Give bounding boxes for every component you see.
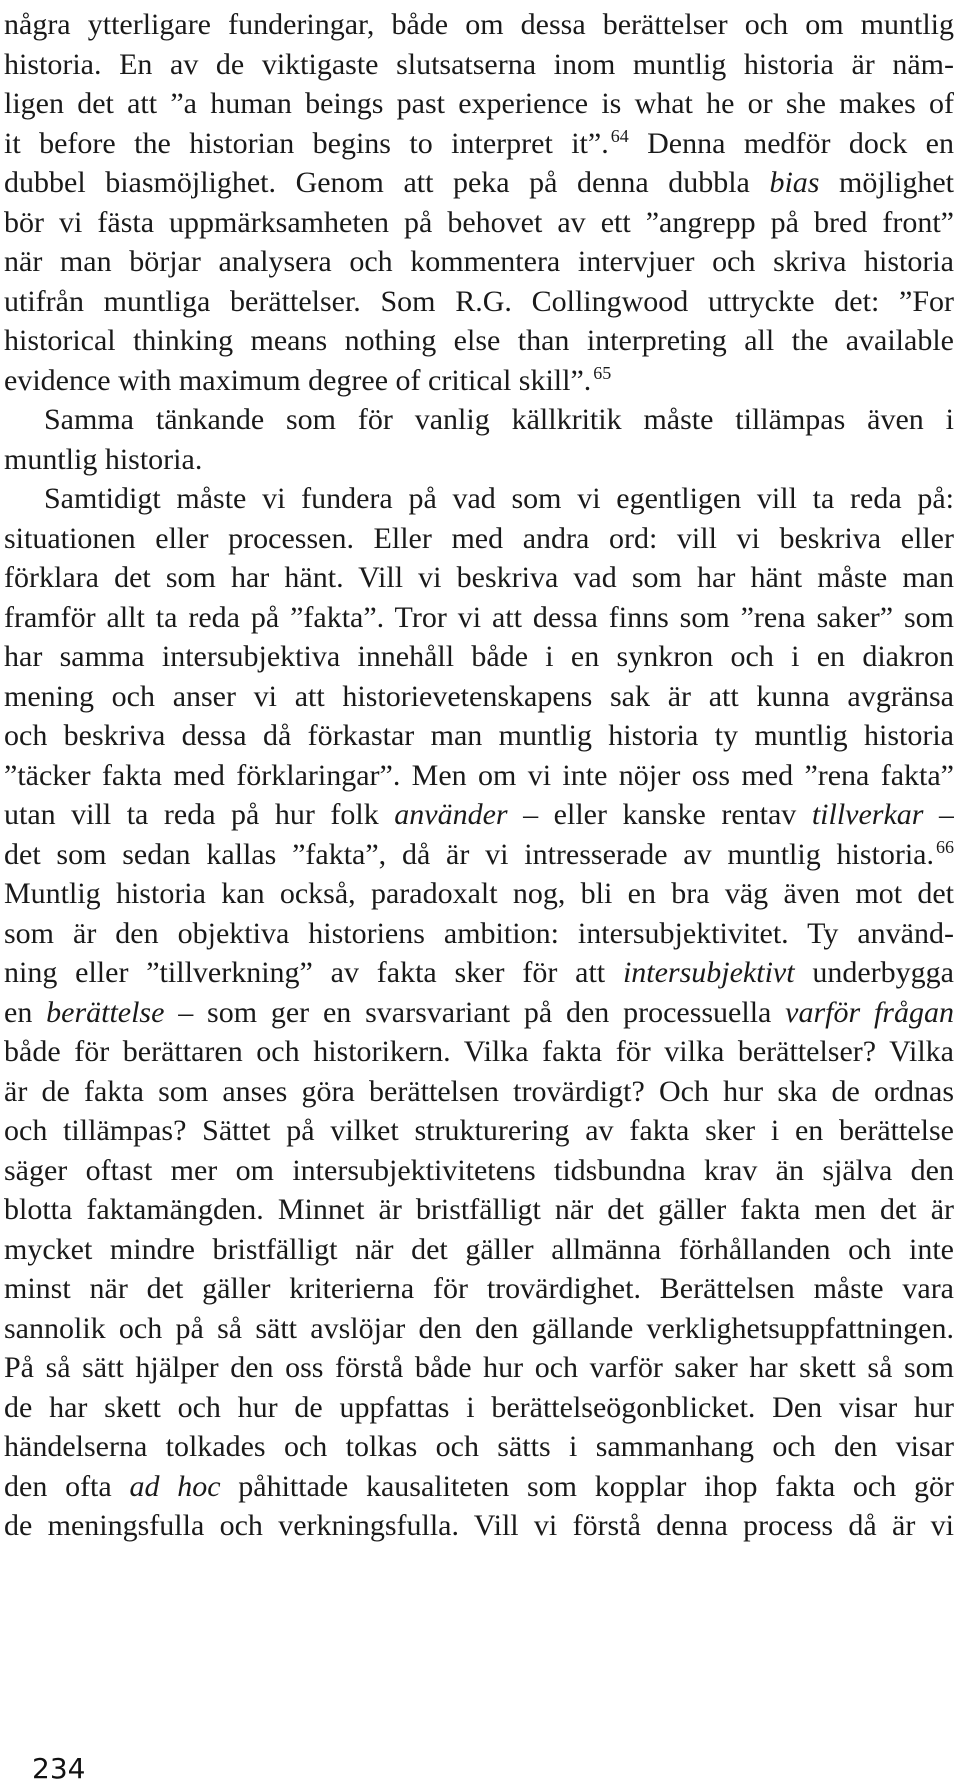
text-run: förklara det som har hänt. Vill vi beskriva vad som har hänt måste man [4, 561, 954, 594]
text-run: är de fakta som anses göra berättelsen trovärdigt? Och hur ska de ordnas [4, 1074, 954, 1108]
text-run: – som ger en svarsvariant på den processuella [164, 995, 786, 1029]
text-line [4, 360, 954, 402]
text-run: minst när det gäller kriterierna för trovärdighet. Berättelsen måste vara [4, 1272, 954, 1305]
text-line [4, 1308, 954, 1350]
text-run: och tillämpas? Sättet på vilket strukturering av fakta sker i en berättelse [4, 1114, 954, 1147]
text-run: it before the historian begins to interpret it”. [4, 126, 609, 160]
text-line [4, 281, 954, 323]
text-line [4, 1268, 954, 1310]
text-line [4, 1347, 954, 1389]
text-line [44, 399, 954, 441]
text-run: en [4, 995, 47, 1029]
text-run: underbygga [794, 956, 954, 989]
page-number: 234 [32, 1752, 86, 1785]
text-line [4, 1071, 954, 1113]
text-run: möjlighet [819, 166, 954, 199]
text-run: det som sedan kallas ”fakta”, då är vi intresserade av muntlig historia. [4, 837, 934, 871]
text-run: påhittade kausaliteten som kopplar ihop fakta och gör [220, 1469, 954, 1503]
text-line [4, 241, 954, 283]
text-run: utan vill ta reda på hur folk [4, 798, 395, 831]
text-line [4, 715, 954, 757]
text-line [4, 83, 954, 125]
text-line [4, 794, 954, 836]
text-run: ligen det att ”a human beings past experience is what he or she makes of [4, 87, 954, 120]
text-run: Samtidigt måste vi fundera på vad som vi egentligen vill ta reda på: [44, 482, 954, 515]
footnote-marker: 64 [610, 125, 629, 146]
text-line [4, 755, 954, 797]
italic-text: varför frågan [785, 995, 954, 1029]
text-run: situationen eller processen. Eller med andra ord: vill vi beskriva eller [4, 521, 954, 555]
text-line [4, 952, 954, 994]
italic-text: bias [769, 166, 820, 199]
italic-text: använder [394, 798, 508, 831]
text-run: har samma intersubjektiva innehåll både i en synkron och i en diakron [4, 640, 954, 673]
text-line [4, 1505, 954, 1547]
text-run: säger oftast mer om intersubjektivitetens tidsbundna krav än själva den [4, 1153, 954, 1187]
text-run: historia. En av de viktigaste slutsatserna inom muntlig historia är näm- [4, 47, 954, 81]
text-line [4, 123, 954, 165]
text-line [4, 557, 954, 599]
text-run: sannolik och på så sätt avslöjar den den gällande verklighetsuppfattningen. [4, 1311, 954, 1345]
text-run: mycket mindre bristfälligt när det gäller allmänna förhållanden och inte [4, 1232, 954, 1266]
text-line [4, 1426, 954, 1468]
text-line [4, 1031, 954, 1073]
text-run: bör vi fästa uppmärksamheten på behovet av ett ”angrepp på bred front” [4, 205, 954, 239]
italic-text: tillverkar [811, 798, 924, 831]
text-run: På så sätt hjälper den oss förstå både hur och varför saker har skett så som [4, 1351, 954, 1384]
text-line [44, 478, 954, 520]
text-run: när man börjar analysera och kommentera intervjuer och skriva historia [4, 245, 954, 278]
text-run: – [923, 798, 954, 831]
text-line [4, 1189, 954, 1231]
text-line [4, 439, 954, 481]
italic-text: intersubjektivt [622, 956, 795, 989]
text-line [4, 636, 954, 678]
text-line [4, 873, 954, 915]
text-line [4, 1150, 954, 1192]
text-run: framför allt ta reda på ”fakta”. Tror vi att dessa finns som ”rena saker” som [4, 600, 954, 634]
text-run: och beskriva dessa då förkastar man muntlig historia ty muntlig historia [4, 719, 954, 752]
text-run: dubbel biasmöjlighet. Genom att peka på denna dubbla [4, 166, 770, 199]
text-line [4, 992, 954, 1034]
text-run: blotta faktamängden. Minnet är bristfälligt när det gäller fakta men det är [4, 1193, 954, 1226]
text-run: Muntlig historia kan också, paradoxalt nog, bli en bra väg även mot det [4, 877, 954, 910]
text-run: – eller kanske rentav [507, 798, 812, 831]
text-run: den ofta [4, 1469, 130, 1503]
text-run: utifrån muntliga berättelser. Som R.G. Collingwood uttryckte det: ”For [4, 284, 954, 318]
text-run: muntlig historia. [4, 442, 203, 476]
italic-text: berättelse [46, 995, 165, 1029]
text-run: mening och anser vi att historievetenskapens sak är att kunna avgränsa [4, 679, 954, 713]
text-run: ”täcker fakta med förklaringar”. Men om vi inte nöjer oss med ”rena fakta” [4, 758, 954, 792]
text-run: Samma tänkande som för vanlig källkritik måste tillämpas även i [44, 403, 954, 436]
italic-text: ad hoc [129, 1469, 221, 1503]
text-line [4, 518, 954, 560]
text-run: Denna medför dock en [628, 126, 954, 160]
text-line [4, 676, 954, 718]
text-run: händelserna tolkades och tolkas och sätts i sammanhang och den visar [4, 1430, 954, 1463]
text-run: de har skett och hur de uppfattas i berättelseögonblicket. Den visar hur [4, 1390, 954, 1424]
text-line [4, 1387, 954, 1429]
footnote-marker: 66 [936, 836, 954, 857]
text-run: de meningsfulla och verkningsfulla. Vill vi förstå denna process då är vi [4, 1509, 954, 1542]
text-line [4, 320, 954, 362]
footnote-marker: 65 [593, 362, 612, 383]
text-line [4, 1110, 954, 1152]
text-line [4, 162, 954, 204]
text-line [4, 597, 954, 639]
text-line [4, 913, 954, 955]
text-run: några ytterligare funderingar, både om dessa berättelser och om muntlig [4, 8, 954, 41]
text-line [4, 44, 954, 86]
text-line [4, 1229, 954, 1271]
text-run: evidence with maximum degree of critical skill”. [4, 363, 592, 397]
text-line [4, 4, 954, 46]
text-run: som är den objektiva historiens ambition: intersubjektivitet. Ty använd- [4, 916, 954, 950]
text-line [4, 834, 954, 876]
text-run: ning eller ”tillverkning” av fakta sker för att [4, 956, 623, 989]
text-line [4, 1466, 954, 1508]
text-line [4, 202, 954, 244]
text-run: både för berättaren och historikern. Vilka fakta för vilka berättelser? Vilka [4, 1035, 954, 1068]
text-run: historical thinking means nothing else than interpreting all the available [4, 324, 954, 357]
